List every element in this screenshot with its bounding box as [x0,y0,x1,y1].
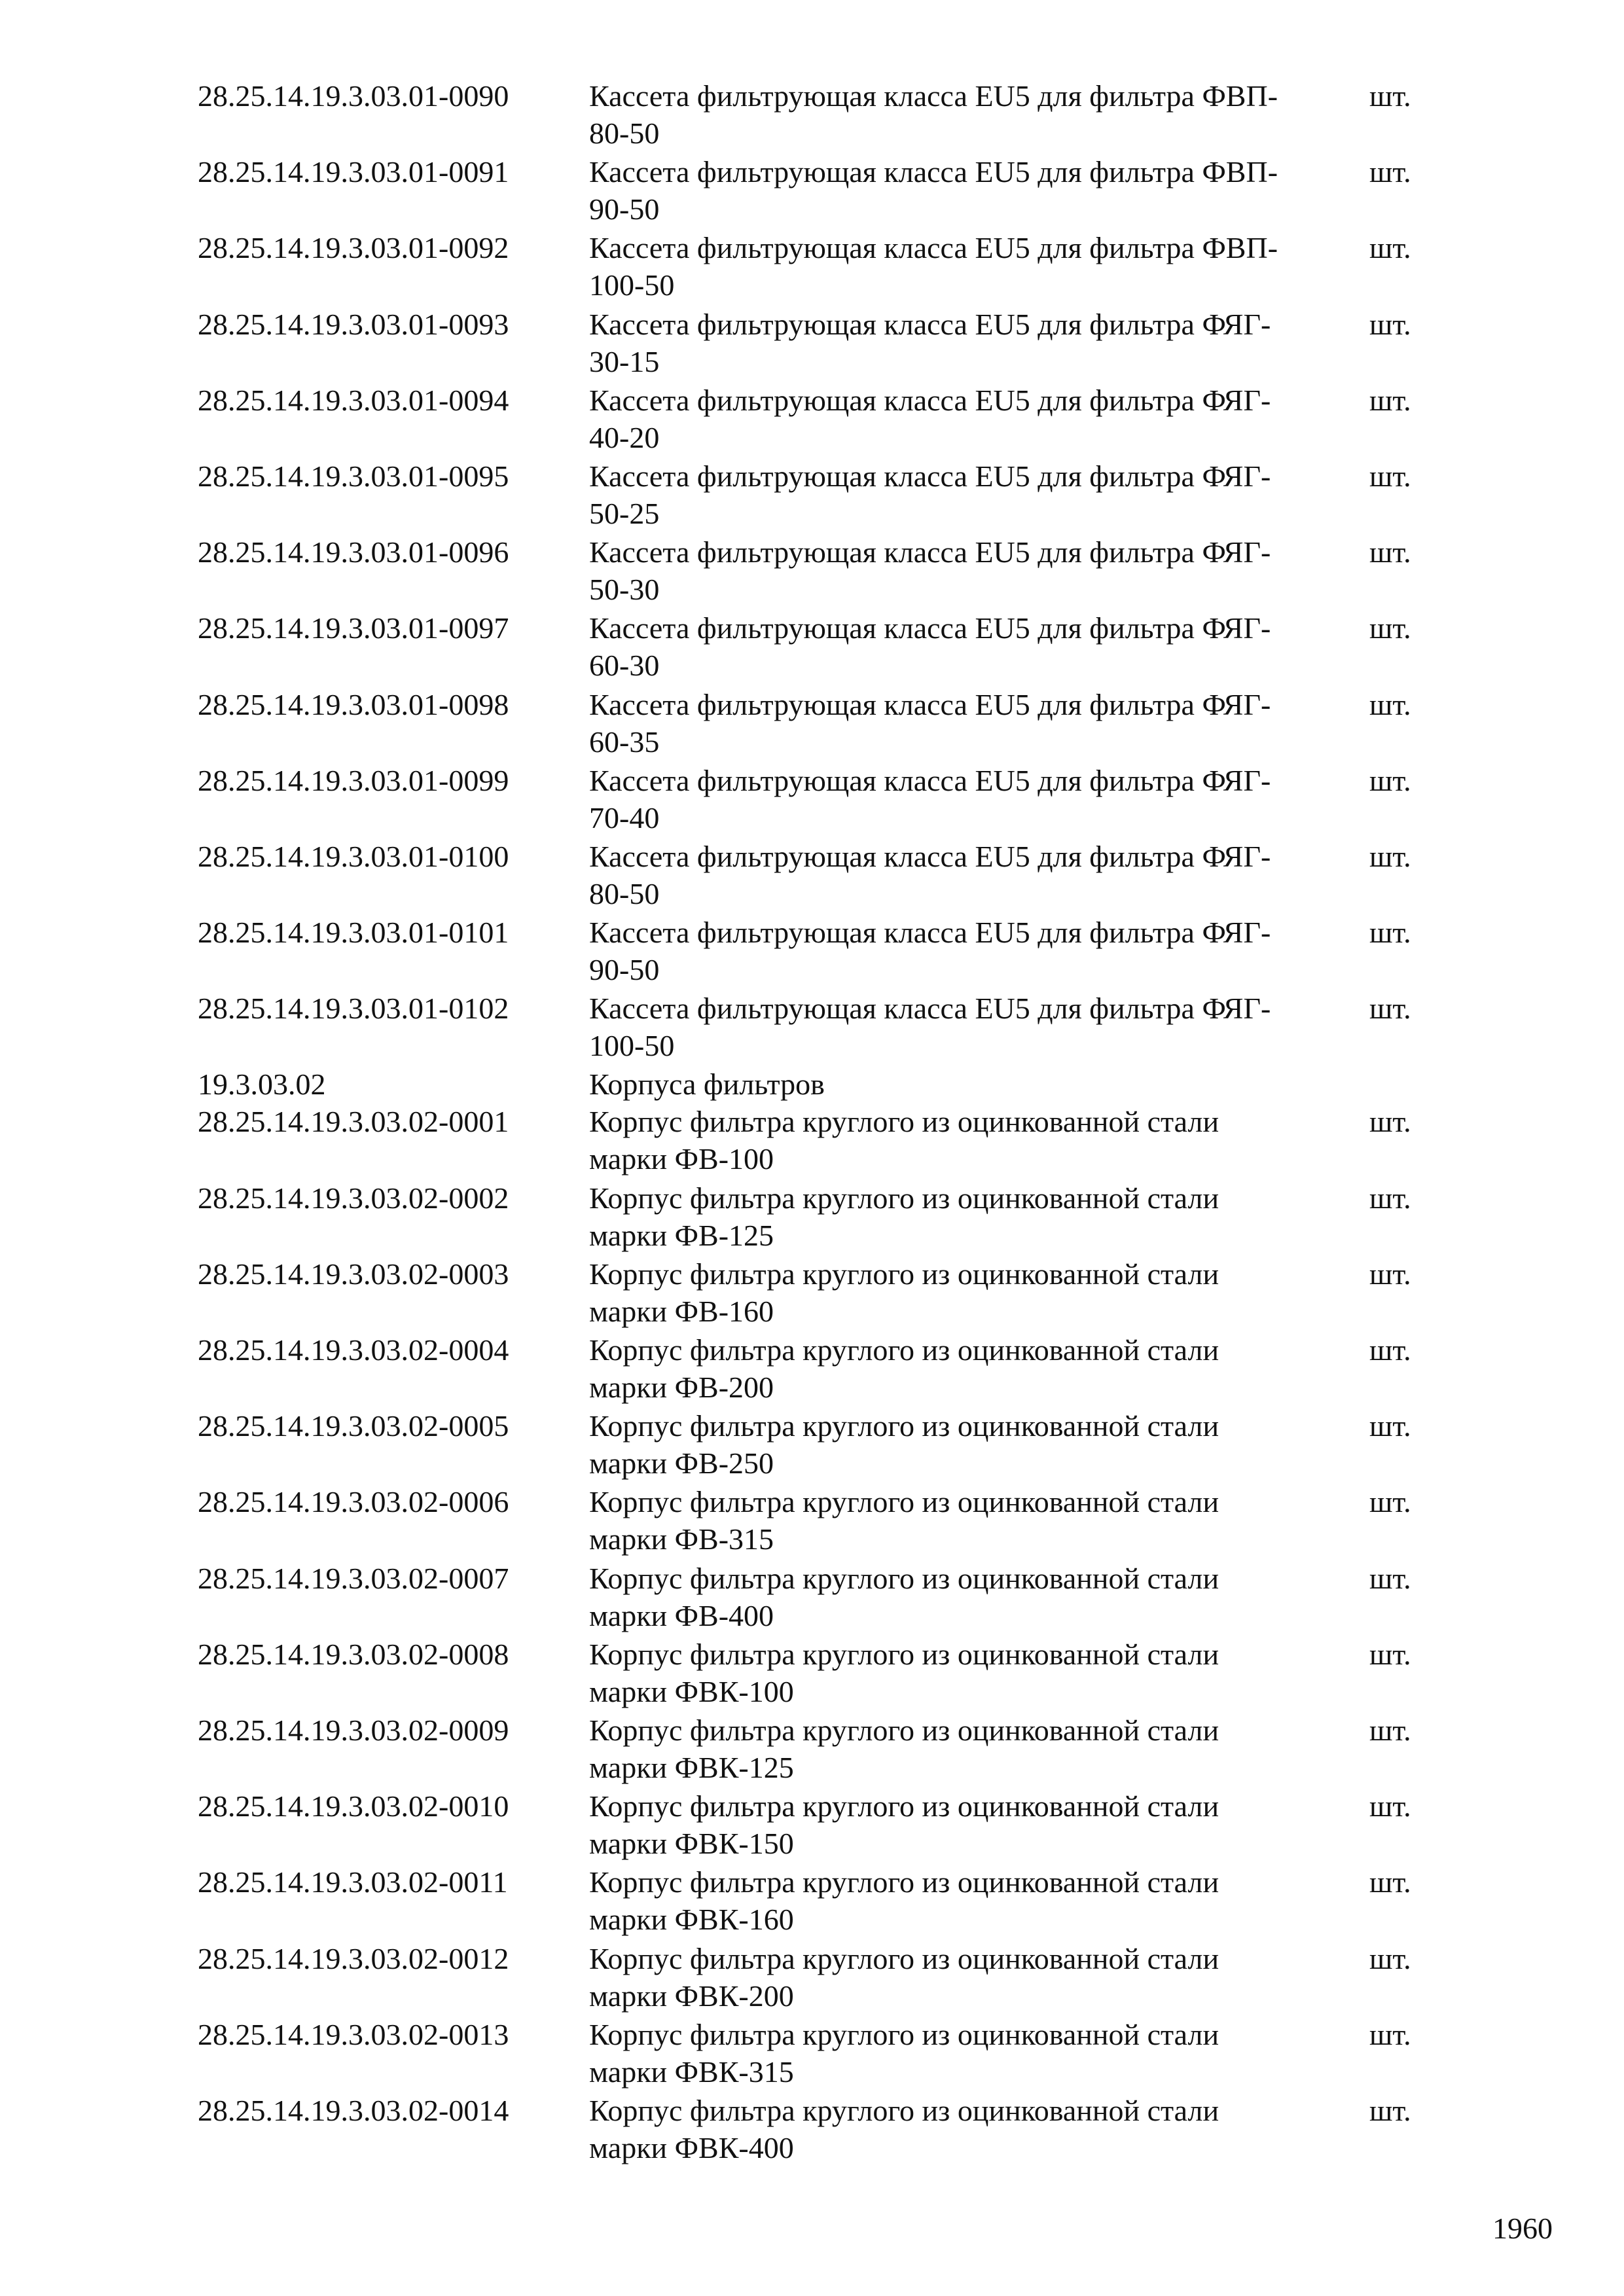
item-name [589,609,1369,684]
item-name-line: марки ФВ-160 [589,1294,774,1328]
item-unit: шт. [1369,1789,1411,1823]
item-name-line: 80-50 [589,117,660,150]
item-name [589,229,1369,304]
item-name [589,838,1369,912]
item-name-line: Корпус фильтра круглого из оцинкованной стали [589,1181,1219,1215]
item-code: 28.25.14.19.3.03.01-0090 [198,79,509,113]
item-unit: шт. [1369,1257,1411,1291]
item-name-line: Кассета фильтрующая класса EU5 для фильтра ФЯГ- [589,459,1271,493]
item-code: 19.3.03.02 [198,1067,326,1102]
item-name-line: 90-50 [589,953,660,987]
item-unit: шт. [1369,1333,1411,1367]
item-name [589,382,1369,456]
item-code: 28.25.14.19.3.03.01-0092 [198,231,509,265]
table-row [198,77,1441,153]
item-name [589,990,1369,1064]
item-name [589,1863,1369,1938]
item-code: 28.25.14.19.3.03.02-0001 [198,1105,509,1139]
item-name [589,2016,1369,2090]
item-unit: шт. [1369,2017,1411,2051]
item-name-line: Кассета фильтрующая класса EU5 для фильтра ФЯГ- [589,307,1271,341]
item-code: 28.25.14.19.3.03.02-0003 [198,1257,509,1291]
item-name-line: марки ФВК-315 [589,2054,794,2089]
item-name-line: марки ФВ-315 [589,1522,774,1556]
page-number: 1960 [1492,2212,1553,2245]
table-row [198,1066,1441,1103]
table-row [198,1483,1441,1559]
table-row [198,838,1441,914]
item-code: 28.25.14.19.3.03.01-0095 [198,459,509,493]
item-name-line: марки ФВК-160 [589,1903,794,1937]
item-name-line: Корпус фильтра круглого из оцинкованной стали [589,1409,1219,1443]
item-name [589,1331,1369,1406]
item-name-line: марки ФВ-250 [589,1446,774,1480]
item-unit: шт. [1369,839,1411,873]
table-row [198,914,1441,990]
item-name-line: Корпус фильтра круглого из оцинкованной стали [589,1941,1219,1975]
item-code: 28.25.14.19.3.03.02-0010 [198,1789,509,1823]
item-name-line: Корпус фильтра круглого из оцинкованной стали [589,1561,1219,1595]
item-code: 28.25.14.19.3.03.01-0097 [198,611,509,645]
item-name-line: Кассета фильтрующая класса EU5 для фильтра ФЯГ- [589,611,1271,645]
item-unit: шт. [1369,1105,1411,1139]
item-name-line: 30-15 [589,344,660,378]
item-name-line: 70-40 [589,800,660,834]
item-name-line: марки ФВ-400 [589,1598,774,1632]
item-unit: шт. [1369,535,1411,569]
table-row [198,1560,1441,1636]
table-row [198,1331,1441,1407]
item-name [589,306,1369,380]
item-name-line: Корпус фильтра круглого из оцинкованной стали [589,1637,1219,1671]
item-code: 28.25.14.19.3.03.02-0009 [198,1713,509,1747]
item-name [589,1103,1369,1177]
table-row [198,306,1441,382]
item-name [589,1712,1369,1786]
item-name-line: Кассета фильтрующая класса EU5 для фильтра ФЯГ- [589,763,1271,797]
item-name-line: Корпуса фильтров [589,1067,825,1102]
table-row [198,229,1441,305]
item-name-line: Кассета фильтрующая класса EU5 для фильтра ФЯГ- [589,383,1271,417]
item-code: 28.25.14.19.3.03.02-0013 [198,2017,509,2051]
item-code: 28.25.14.19.3.03.01-0096 [198,535,509,569]
item-name-line: Корпус фильтра круглого из оцинкованной стали [589,1865,1219,1899]
item-unit: шт. [1369,1409,1411,1443]
item-name [589,533,1369,608]
item-name-line: Кассета фильтрующая класса EU5 для фильтра ФВП- [589,155,1278,189]
item-name-line: 40-20 [589,420,660,454]
item-unit: шт. [1369,763,1411,797]
table-row [198,762,1441,838]
item-name-line: Кассета фильтрующая класса EU5 для фильтра ФЯГ- [589,687,1271,721]
item-name-line: 50-25 [589,496,660,530]
table-row [198,1712,1441,1787]
item-name [589,914,1369,988]
item-unit: шт. [1369,1865,1411,1899]
item-unit: шт. [1369,383,1411,417]
item-code: 28.25.14.19.3.03.01-0101 [198,916,509,950]
item-code: 28.25.14.19.3.03.02-0008 [198,1637,509,1671]
item-name [589,1483,1369,1558]
item-name-line: Корпус фильтра круглого из оцинкованной стали [589,2093,1219,2127]
item-code: 28.25.14.19.3.03.01-0091 [198,155,509,189]
item-name-line: марки ФВК-125 [589,1750,794,1784]
item-name-line: 60-30 [589,649,660,683]
item-code: 28.25.14.19.3.03.01-0098 [198,687,509,721]
item-unit: шт. [1369,992,1411,1026]
item-name-line: марки ФВ-100 [589,1142,774,1176]
item-name-line: Кассета фильтрующая класса EU5 для фильтра ФВП- [589,231,1278,265]
item-code: 28.25.14.19.3.03.01-0094 [198,383,509,417]
item-name [589,686,1369,761]
item-name-line: 90-50 [589,192,660,226]
item-unit: шт. [1369,155,1411,189]
item-name-line: 60-35 [589,725,660,759]
item-code: 28.25.14.19.3.03.02-0004 [198,1333,509,1367]
item-name-line: Корпус фильтра круглого из оцинкованной стали [589,1485,1219,1519]
item-unit: шт. [1369,1713,1411,1747]
table-row [198,153,1441,229]
table-row [198,1179,1441,1255]
item-unit: шт. [1369,459,1411,493]
item-code: 28.25.14.19.3.03.02-0014 [198,2093,509,2127]
item-name-line: 100-50 [589,1029,675,1063]
item-name [589,1407,1369,1482]
item-name-line: Кассета фильтрующая класса EU5 для фильтра ФЯГ- [589,992,1271,1026]
item-code: 28.25.14.19.3.03.02-0002 [198,1181,509,1215]
item-unit: шт. [1369,231,1411,265]
item-name [589,2092,1369,2166]
item-name-line: 100-50 [589,268,675,302]
item-name-line: марки ФВК-200 [589,1979,794,2013]
item-name [589,457,1369,532]
item-unit: шт. [1369,611,1411,645]
item-code: 28.25.14.19.3.03.01-0102 [198,992,509,1026]
table-row [198,2092,1441,2168]
item-unit: шт. [1369,1181,1411,1215]
item-unit: шт. [1369,1561,1411,1595]
item-name-line: 80-50 [589,876,660,910]
item-code: 28.25.14.19.3.03.02-0005 [198,1409,509,1443]
item-code: 28.25.14.19.3.03.02-0011 [198,1865,508,1899]
item-code: 28.25.14.19.3.03.02-0012 [198,1941,509,1975]
table-row [198,990,1441,1066]
item-name-line: марки ФВК-150 [589,1827,794,1861]
item-name [589,77,1369,152]
item-code: 28.25.14.19.3.03.02-0006 [198,1485,509,1519]
item-unit: шт. [1369,79,1411,113]
item-unit: шт. [1369,916,1411,950]
table-row [198,1863,1441,1939]
table-row [198,1940,1441,2016]
item-name [589,762,1369,836]
table-row [198,686,1441,762]
item-name-line: марки ФВК-400 [589,2130,794,2164]
item-name-line: марки ФВ-125 [589,1218,774,1252]
item-name [589,1179,1369,1254]
table-row [198,1255,1441,1331]
item-name-line: Корпус фильтра круглого из оцинкованной стали [589,1257,1219,1291]
item-name [589,1636,1369,1710]
item-name-line: марки ФВК-100 [589,1674,794,1708]
item-unit: шт. [1369,687,1411,721]
item-unit: шт. [1369,1941,1411,1975]
item-name [589,153,1369,228]
table-row [198,2016,1441,2092]
item-name [589,1066,1369,1103]
item-name [589,1255,1369,1330]
item-name-line: Корпус фильтра круглого из оцинкованной стали [589,1333,1219,1367]
item-name-line: марки ФВ-200 [589,1371,774,1404]
item-name-line: Корпус фильтра круглого из оцинкованной стали [589,1789,1219,1823]
item-unit: шт. [1369,1637,1411,1671]
item-code: 28.25.14.19.3.03.01-0093 [198,307,509,341]
item-unit: шт. [1369,2093,1411,2127]
table-row [198,457,1441,533]
item-name [589,1787,1369,1862]
item-name-line: 50-30 [589,573,660,607]
item-name-line: Корпус фильтра круглого из оцинкованной стали [589,2017,1219,2051]
table-row [198,382,1441,457]
item-name-line: Кассета фильтрующая класса EU5 для фильтра ФВП- [589,79,1278,113]
table-row [198,1636,1441,1712]
item-code: 28.25.14.19.3.03.01-0100 [198,839,509,873]
item-unit: шт. [1369,307,1411,341]
item-name [589,1560,1369,1634]
item-name-line: Кассета фильтрующая класса EU5 для фильтра ФЯГ- [589,916,1271,950]
table-row [198,1407,1441,1483]
table-row [198,533,1441,609]
item-unit: шт. [1369,1485,1411,1519]
table-row [198,1787,1441,1863]
catalog-table [198,77,1441,2168]
item-code: 28.25.14.19.3.03.02-0007 [198,1561,509,1595]
table-row [198,1103,1441,1179]
item-name-line: Кассета фильтрующая класса EU5 для фильтра ФЯГ- [589,839,1271,873]
item-name-line: Кассета фильтрующая класса EU5 для фильтра ФЯГ- [589,535,1271,569]
item-name-line: Корпус фильтра круглого из оцинкованной стали [589,1713,1219,1747]
item-code: 28.25.14.19.3.03.01-0099 [198,763,509,797]
item-name-line: Корпус фильтра круглого из оцинкованной стали [589,1105,1219,1139]
item-name [589,1940,1369,2015]
table-row [198,609,1441,685]
